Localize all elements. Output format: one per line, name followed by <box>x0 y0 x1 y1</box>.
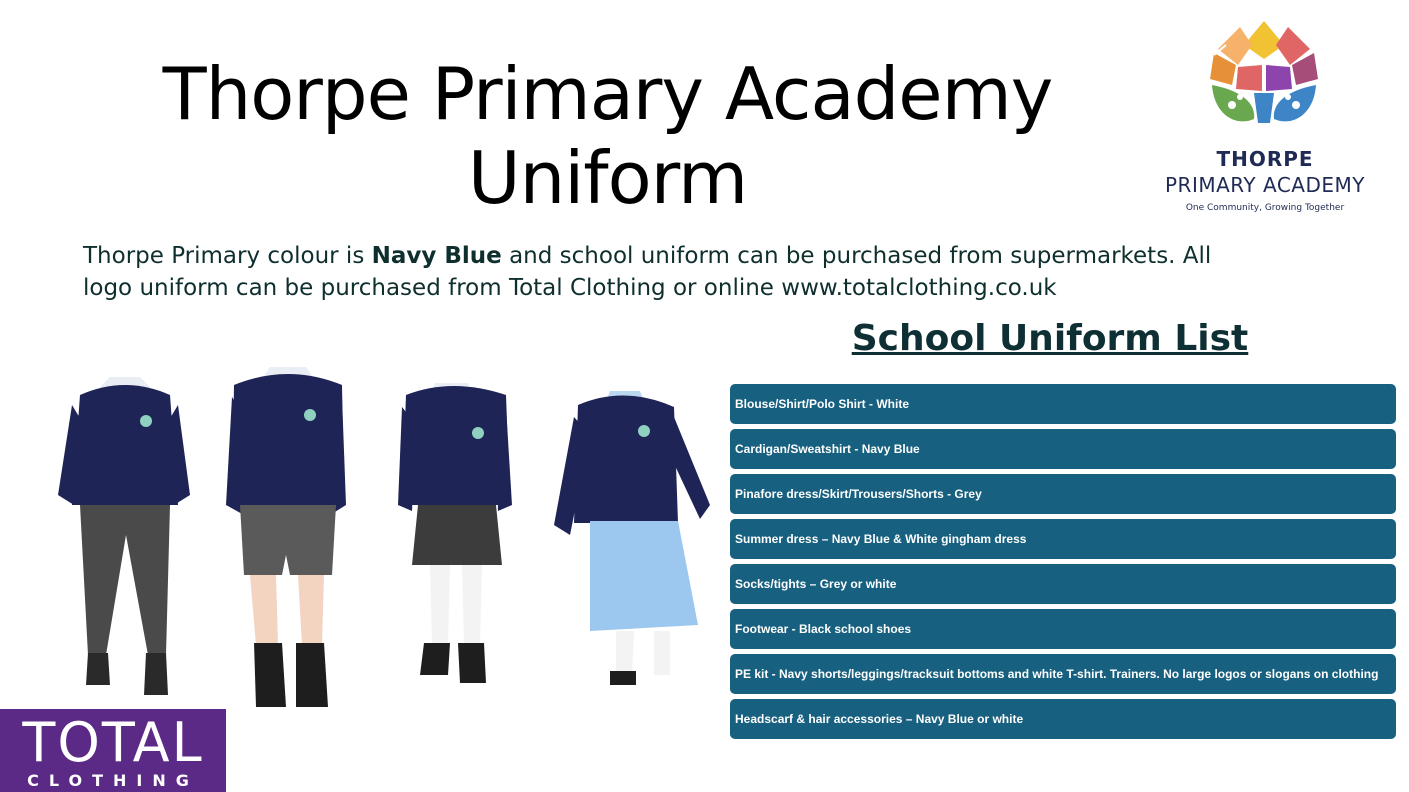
total-clothing-logo <box>0 709 226 792</box>
list-item: PE kit - Navy shorts/leggings/tracksuit bottoms and white T-shirt. Trainers. No large logos or slogans on clothing <box>730 654 1396 694</box>
list-item: Summer dress – Navy Blue & White gingham dress <box>730 519 1396 559</box>
tree-icon <box>1140 15 1390 147</box>
list-item: Socks/tights – Grey or white <box>730 564 1396 604</box>
school-logo-subname: PRIMARY ACADEMY <box>1165 173 1365 197</box>
child-photo-1 <box>58 377 190 695</box>
intro-paragraph <box>83 240 1263 304</box>
total-logo-word: TOTAL <box>22 711 204 774</box>
school-logo-tagline: One Community, Growing Together <box>1185 203 1345 213</box>
list-item: Footwear - Black school shoes <box>730 609 1396 649</box>
list-item: Pinafore dress/Skirt/Trousers/Shorts - Grey <box>730 474 1396 514</box>
child-photo-2 <box>226 367 346 707</box>
title-line-1: Thorpe Primary Academy <box>162 52 1053 136</box>
page-title <box>150 52 1065 220</box>
intro-text-start: Thorpe Primary colour is <box>83 243 372 269</box>
list-item: Blouse/Shirt/Polo Shirt - White <box>730 384 1396 424</box>
child-photo-3 <box>398 383 512 683</box>
title-line-2: Uniform <box>467 136 748 220</box>
uniform-photo-icon <box>50 355 730 715</box>
list-item: Cardigan/Sweatshirt - Navy Blue <box>730 429 1396 469</box>
school-logo <box>1140 15 1390 220</box>
intro-text-end: and school uniform can be purchased from supermarkets. All logo uniform can be purchased from Total Clothing or online www.totalclothing.co.uk <box>83 243 1212 301</box>
school-logo-name: THORPE <box>1216 147 1314 171</box>
uniform-list <box>730 384 1396 739</box>
list-item: Headscarf & hair accessories – Navy Blue or white <box>730 699 1396 739</box>
total-logo-sub: CLOTHING <box>27 771 199 790</box>
intro-highlight: Navy Blue <box>371 243 502 269</box>
child-photo-4 <box>554 391 710 685</box>
uniform-list-heading: School Uniform List <box>851 318 1249 359</box>
